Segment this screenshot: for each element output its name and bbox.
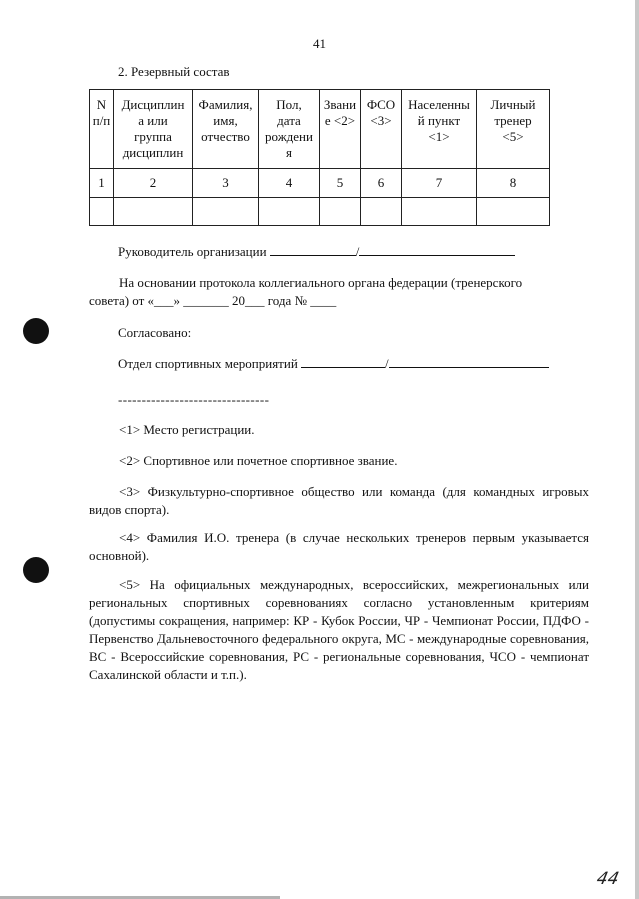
table-cell <box>477 198 550 226</box>
table-cell <box>114 198 193 226</box>
punch-hole-icon <box>23 557 49 583</box>
header-cell-discipline: Дисциплин а или группа дисциплин <box>114 90 193 169</box>
signature-blank <box>301 355 385 368</box>
table-empty-row <box>90 198 550 226</box>
footnote-2: <2> Спортивное или почетное спортивное звание. <box>119 453 398 468</box>
header-cell-number: N п/п <box>90 90 114 169</box>
table-cell: 1 <box>90 169 114 198</box>
protocol-paragraph: На основании протокола коллегиального органа федерации (тренерского совета) от «___» _______ 20___ года № ____ <box>89 275 523 308</box>
table-cell <box>320 198 361 226</box>
table-cell <box>402 198 477 226</box>
head-of-org-line: Руководитель организации / <box>118 243 588 261</box>
table-cell: 4 <box>259 169 320 198</box>
table-header-row <box>90 90 550 169</box>
handwritten-page-number: 44 <box>594 869 621 889</box>
table-cell <box>259 198 320 226</box>
name-blank <box>389 355 549 368</box>
header-cell-fso: ФСО <3> <box>361 90 402 169</box>
signature-blank <box>270 243 356 256</box>
section-title: 2. Резервный состав <box>118 64 230 79</box>
header-cell-gender-birthdate: Пол, дата рождени я <box>259 90 320 169</box>
table-cell: 8 <box>477 169 550 198</box>
footnote-separator: -------------------------------- <box>118 392 270 407</box>
table-cell: 5 <box>320 169 361 198</box>
table-cell: 3 <box>193 169 259 198</box>
table-cell: 7 <box>402 169 477 198</box>
table-cell <box>193 198 259 226</box>
header-cell-coach: Личный тренер <5> <box>477 90 550 169</box>
table-cell: 2 <box>114 169 193 198</box>
name-blank <box>359 243 515 256</box>
footnote-3: <3> Физкультурно-спортивное общество или команда (для командных игровых видов спорта). <box>89 484 589 517</box>
table-cell: 6 <box>361 169 402 198</box>
header-cell-fullname: Фамилия, имя, отчество <box>193 90 259 169</box>
table-cell <box>361 198 402 226</box>
sports-dept-line: Отдел спортивных мероприятий / <box>118 355 588 373</box>
header-cell-locality: Населенны й пункт <1> <box>402 90 477 169</box>
table-cell <box>90 198 114 226</box>
agreed-label: Согласовано: <box>118 325 192 340</box>
scan-edge <box>635 0 639 899</box>
footnote-4: <4> Фамилия И.О. тренера (в случае нескольких тренеров первым указывается основной). <box>89 530 589 563</box>
footnote-5: <5> На официальных международных, всероссийских, межрегиональных или региональных спортивных соревнованиях согласно установленным критериям (допустимы сокращения, например: КР - Кубок России, ЧР - Чемпионат России, ПДФО - Первенство Дальневосточного федерального округа, МС - международные соревнования, ВС - Всероссийские соревнования, РС - региональные соревнования, ЧСО - чемпионат Сахалинской области и т.п.). <box>89 577 589 682</box>
reserve-table <box>89 89 550 226</box>
punch-hole-icon <box>23 318 49 344</box>
header-cell-rank: Звани е <2> <box>320 90 361 169</box>
footnote-1: <1> Место регистрации. <box>119 422 255 437</box>
table-number-row <box>90 169 550 198</box>
page-number: 41 <box>313 36 326 51</box>
